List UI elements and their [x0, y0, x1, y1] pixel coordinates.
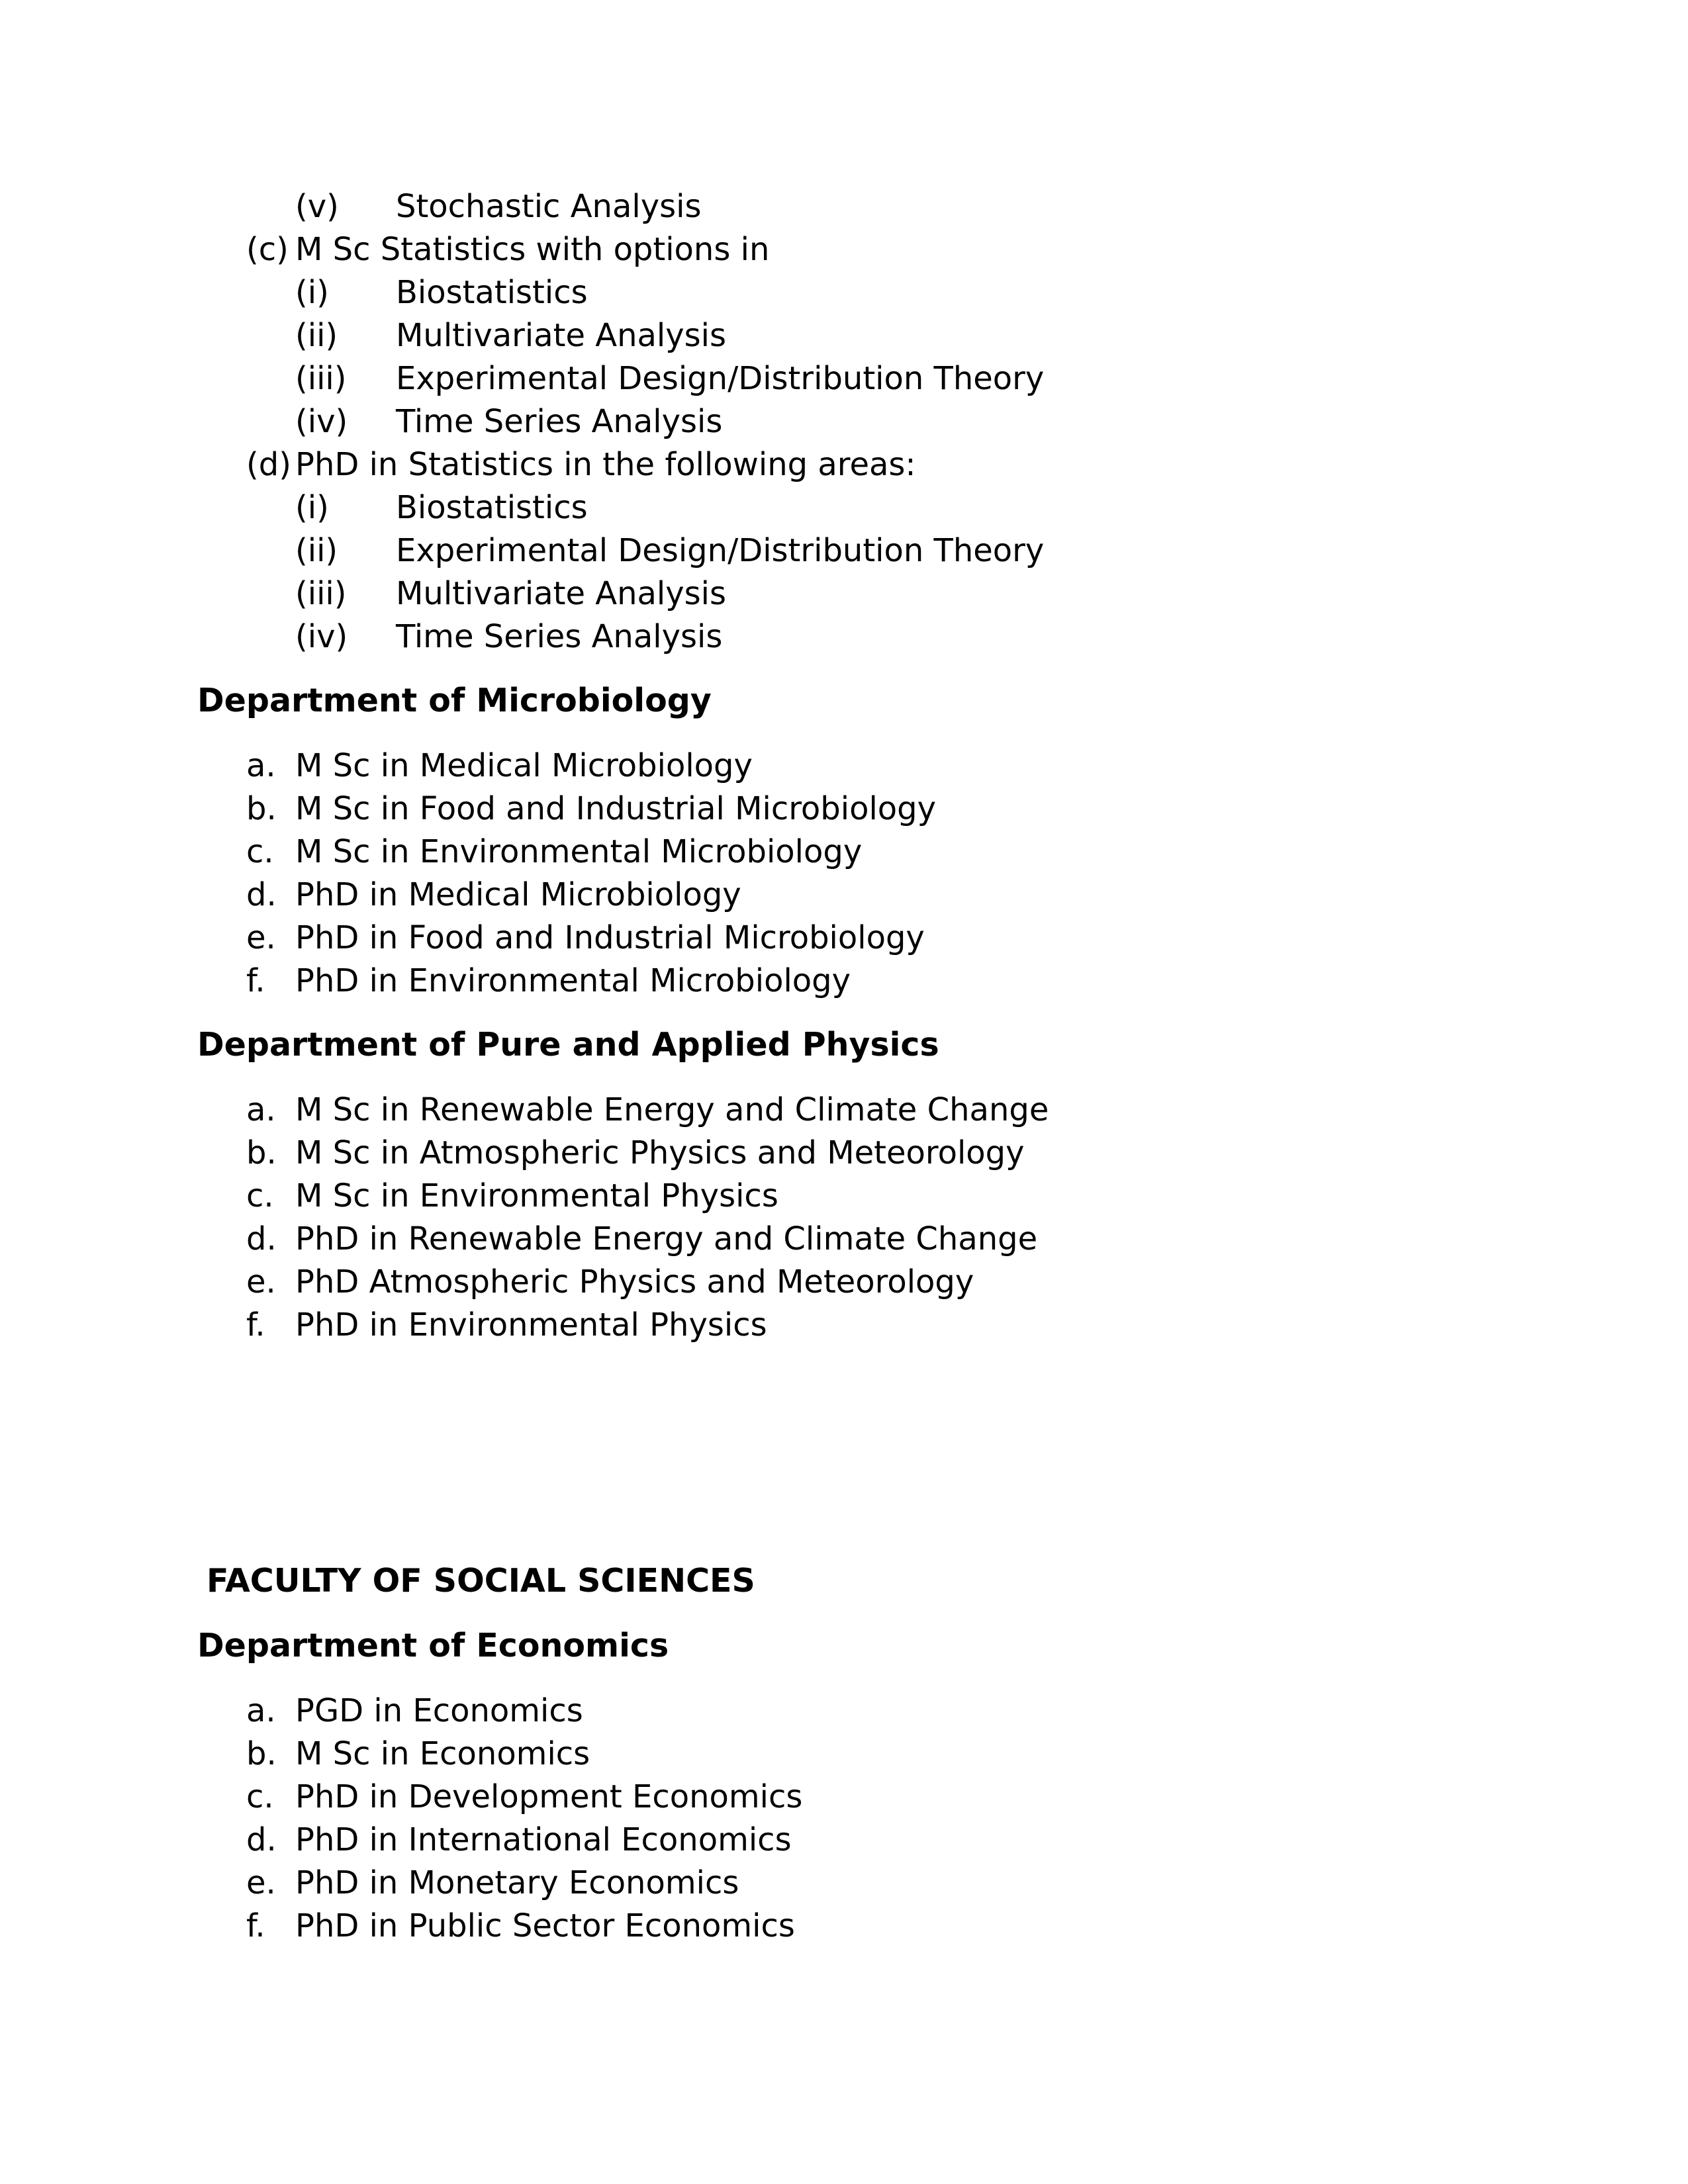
- item-text: Biostatistics: [396, 489, 588, 526]
- item-text: PhD in Development Economics: [295, 1778, 803, 1815]
- item-text: M Sc in Medical Microbiology: [295, 747, 753, 784]
- item-text: Biostatistics: [396, 274, 588, 311]
- item-text: Experimental Design/Distribution Theory: [396, 360, 1045, 397]
- item-marker: c.: [246, 833, 274, 870]
- item-text: M Sc Statistics with options in: [295, 231, 770, 268]
- item-marker: (ii): [295, 532, 338, 569]
- item-marker: (i): [295, 489, 329, 526]
- item-text: Multivariate Analysis: [396, 317, 727, 354]
- item-marker: e.: [246, 1864, 276, 1901]
- item-marker: c.: [246, 1778, 274, 1815]
- item-marker: (iii): [295, 575, 347, 612]
- item-marker: (iv): [295, 618, 348, 655]
- item-marker: b.: [246, 790, 277, 827]
- department-heading: Department of Economics: [197, 1627, 669, 1664]
- item-text: M Sc in Food and Industrial Microbiology: [295, 790, 937, 827]
- item-text: PhD in Medical Microbiology: [295, 876, 741, 913]
- item-text: Experimental Design/Distribution Theory: [396, 532, 1045, 569]
- item-text: PhD in Food and Industrial Microbiology: [295, 919, 925, 956]
- item-marker: b.: [246, 1735, 277, 1772]
- item-marker: (iv): [295, 403, 348, 440]
- item-text: PhD Atmospheric Physics and Meteorology: [295, 1263, 974, 1300]
- item-text: M Sc in Atmospheric Physics and Meteorology: [295, 1134, 1025, 1171]
- item-text: Stochastic Analysis: [396, 188, 702, 225]
- item-text: PhD in Renewable Energy and Climate Change: [295, 1220, 1038, 1257]
- faculty-heading: FACULTY OF SOCIAL SCIENCES: [207, 1562, 755, 1600]
- item-marker: (d): [246, 446, 291, 483]
- item-text: M Sc in Environmental Physics: [295, 1177, 778, 1214]
- item-text: PhD in Public Sector Economics: [295, 1907, 795, 1944]
- item-text: M Sc in Renewable Energy and Climate Change: [295, 1091, 1049, 1128]
- item-marker: d.: [246, 1220, 277, 1257]
- item-marker: c.: [246, 1177, 274, 1214]
- item-text: PhD in Environmental Physics: [295, 1306, 767, 1343]
- item-text: PhD in Monetary Economics: [295, 1864, 739, 1901]
- item-marker: (v): [295, 188, 339, 225]
- item-text: M Sc in Economics: [295, 1735, 590, 1772]
- item-text: PhD in International Economics: [295, 1821, 792, 1858]
- item-marker: d.: [246, 1821, 277, 1858]
- item-marker: (iii): [295, 360, 347, 397]
- item-text: Multivariate Analysis: [396, 575, 727, 612]
- item-text: PhD in Statistics in the following areas:: [295, 446, 916, 483]
- item-marker: (ii): [295, 317, 338, 354]
- item-marker: d.: [246, 876, 277, 913]
- item-text: PGD in Economics: [295, 1692, 583, 1729]
- item-text: M Sc in Environmental Microbiology: [295, 833, 863, 870]
- item-marker: a.: [246, 1692, 276, 1729]
- item-marker: (c): [246, 231, 289, 268]
- item-marker: (i): [295, 274, 329, 311]
- item-marker: b.: [246, 1134, 277, 1171]
- item-text: PhD in Environmental Microbiology: [295, 962, 851, 999]
- item-marker: f.: [246, 1306, 265, 1343]
- item-marker: a.: [246, 1091, 276, 1128]
- item-text: Time Series Analysis: [396, 403, 723, 440]
- item-marker: e.: [246, 919, 276, 956]
- item-marker: e.: [246, 1263, 276, 1300]
- item-text: Time Series Analysis: [396, 618, 723, 655]
- item-marker: a.: [246, 747, 276, 784]
- department-heading: Department of Microbiology: [197, 682, 712, 719]
- item-marker: f.: [246, 962, 265, 999]
- item-marker: f.: [246, 1907, 265, 1944]
- department-heading: Department of Pure and Applied Physics: [197, 1026, 939, 1064]
